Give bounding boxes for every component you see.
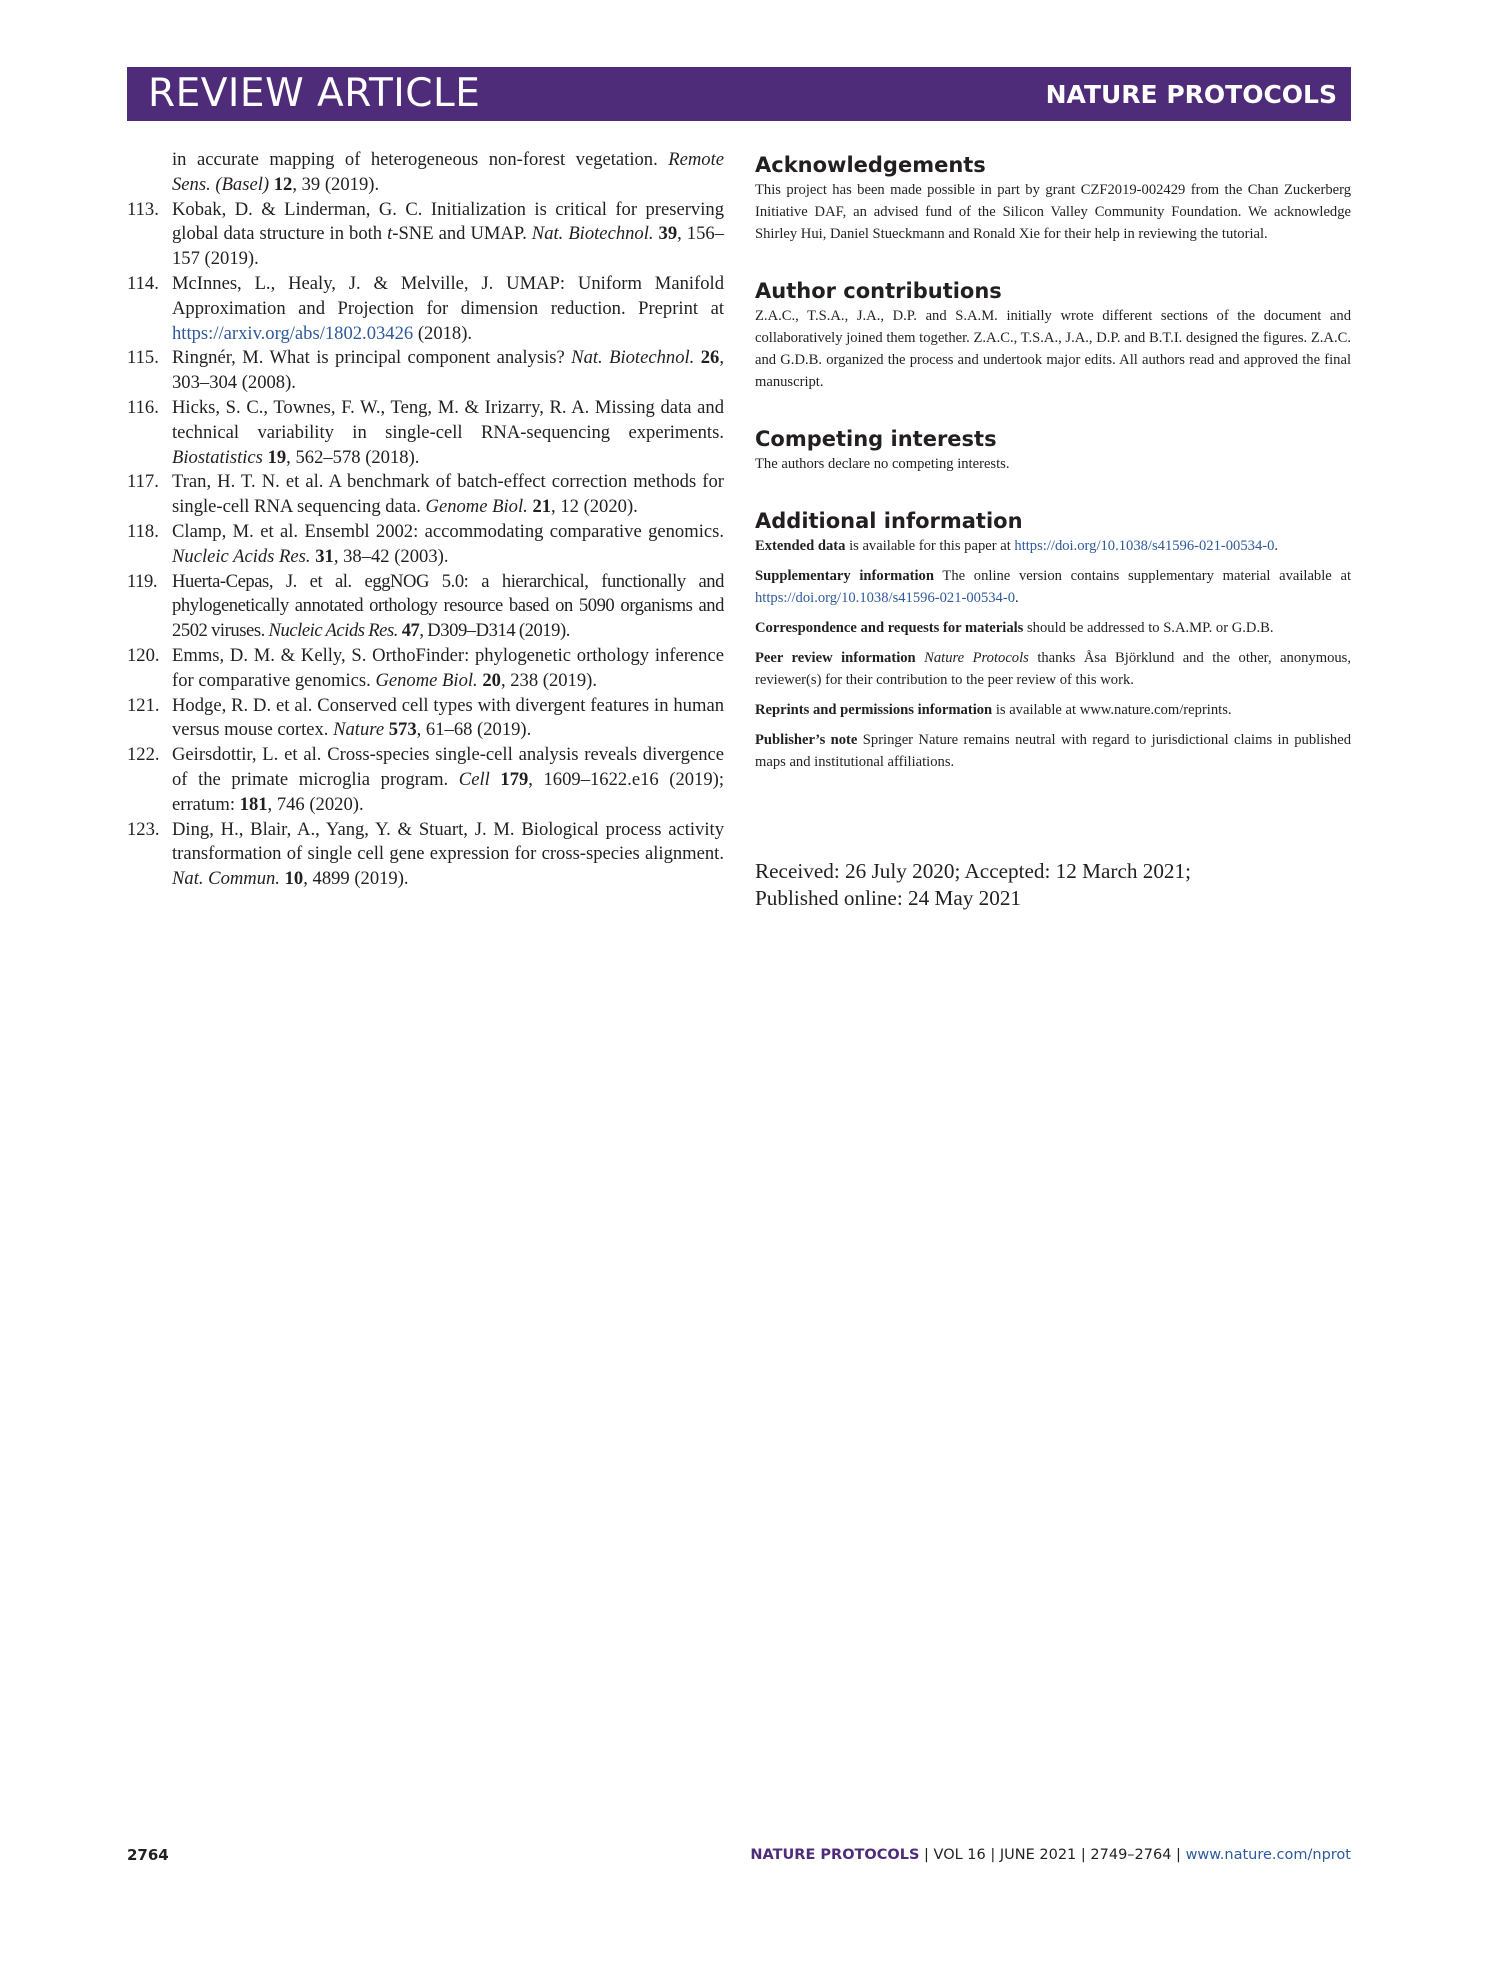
acknowledgements-section [755, 151, 1351, 245]
reference-115: 115. Ringnér, M. What is principal component analysis? Nat. Biotechnol. 26, 303–304 (2008). [127, 347, 724, 394]
additional-information-heading: Additional information [755, 509, 1023, 533]
back-matter [755, 148, 1351, 773]
reference-list [127, 148, 724, 892]
competing-interests-heading: Competing interests [755, 427, 997, 451]
publishers-note: Publisher’s note Springer Nature remains neutral with regard to jurisdictional claims in published maps and institutional affiliations. [755, 732, 1351, 770]
reference-number: 114. [127, 272, 159, 294]
arxiv-link[interactable]: https://arxiv.org/abs/1802.03426 [172, 322, 414, 344]
reference-number: 121. [127, 694, 160, 716]
article-type: REVIEW ARTICLE [148, 71, 481, 116]
page-number: 2764 [127, 1846, 169, 1864]
acknowledgements-text: This project has been made possible in part by grant CZF2019-002429 from the Chan Zuckerberg Initiative DAF, an advised fund of the Silicon Valley Community Foundation. We acknowledge Shirley Hui, Daniel Stueckmann and Ronald Xie for their help in reviewing the tutorial. [755, 182, 1351, 242]
correspondence-note: Correspondence and requests for materials should be addressed to S.A.MP. or G.D.B. [755, 620, 1274, 636]
extended-data-link[interactable]: https://doi.org/10.1038/s41596-021-00534-0 [1014, 538, 1275, 554]
running-header [127, 67, 1351, 121]
footer-volume: VOL 16 [933, 1847, 986, 1863]
footer-page-range: 2749–2764 [1090, 1847, 1172, 1863]
reference-122: 122. Geirsdottir, L. et al. Cross-species single-cell analysis reveals divergence of the primate microglia program. Cell 179, 1609–1622.e16 (2019); erratum: 181, 746 (2020). [127, 744, 724, 815]
reference-number: 122. [127, 744, 160, 766]
author-contributions-text: Z.A.C., T.S.A., J.A., D.P. and S.A.M. initially wrote different sections of the document and collaboratively joined them together. Z.A.C., T.S.A., J.A., D.P. and B.T.I. designed the figures. Z.A.C. and G.D.B. organized the process and undertook major edits. All authors read and approved the final manuscript. [755, 308, 1351, 390]
reference-117: 117. Tran, H. T. N. et al. A benchmark of batch-effect correction methods for single-cell RNA sequencing data. Genome Biol. 21, 12 (2020). [127, 471, 724, 518]
reference-114: 114. McInnes, L., Healy, J. & Melville, J. UMAP: Uniform Manifold Approximation and Projection for dimension reduction. Preprint at https://arxiv.org/abs/1802.03426 (2018). [127, 272, 724, 344]
reprints-note: Reprints and permissions information is available at www.nature.com/reprints. [755, 702, 1232, 718]
additional-information-section [755, 507, 1351, 773]
author-contributions-heading: Author contributions [755, 279, 1002, 303]
reference-number: 120. [127, 644, 160, 666]
reference-number: 119. [127, 570, 158, 592]
reference-116: 116. Hicks, S. C., Townes, F. W., Teng, M. & Irizarry, R. A. Missing data and technical variability in single-cell RNA-sequencing experiments. Biostatistics 19, 562–578 (2018). [127, 396, 724, 468]
reference-number: 116. [127, 396, 159, 418]
reference-number: 115. [127, 347, 159, 369]
published-online-date: Published online: 24 May 2021 [755, 886, 1022, 910]
author-contributions-section [755, 277, 1351, 393]
reference-number: 118. [127, 520, 159, 542]
peer-review-note: Peer review information Nature Protocols thanks Åsa Björklund and the other, anonymous, reviewer(s) for their contribution to the peer review of this work. [755, 650, 1352, 688]
supplementary-information-link[interactable]: https://doi.org/10.1038/s41596-021-00534-0 [755, 590, 1015, 606]
footer-url[interactable]: www.nature.com/nprot [1185, 1847, 1351, 1863]
reference-number: 117. [127, 471, 159, 493]
footer-journal: NATURE PROTOCOLS [750, 1847, 920, 1863]
reference-120: 120. Emms, D. M. & Kelly, S. OrthoFinder: phylogenetic orthology inference for comparative genomics. Genome Biol. 20, 238 (2019). [127, 644, 724, 691]
received-accepted-dates: Received: 26 July 2020; Accepted: 12 March 2021; [755, 859, 1192, 883]
reference-118: 118. Clamp, M. et al. Ensembl 2002: accommodating comparative genomics. Nucleic Acids Res. 31, 38–42 (2003). [127, 520, 724, 567]
competing-interests-section [755, 425, 1351, 475]
reference-123: 123. Ding, H., Blair, A., Yang, Y. & Stuart, J. M. Biological process activity transformation of single cell gene expression for cross-species alignment. Nat. Commun. 10, 4899 (2019). [127, 818, 724, 890]
acknowledgements-heading: Acknowledgements [755, 153, 986, 177]
footer-issue-date: JUNE 2021 [999, 1847, 1077, 1863]
reference-119: 119. Huerta-Cepas, J. et al. eggNOG 5.0: a hierarchical, functionally and phylogenetically annotated orthology resource based on 5090 organisms and 2502 viruses. Nucleic Acids Res. 47, D309–D314 (2019). [127, 570, 724, 642]
publication-dates [755, 858, 1351, 912]
reference-112-continued: in accurate mapping of heterogeneous non-forest vegetation. Remote Sens. (Basel) 12, 39 (2019). [172, 149, 724, 195]
reference-113: 113. Kobak, D. & Linderman, G. C. Initialization is critical for preserving global data structure in both t-SNE and UMAP. Nat. Biotechnol. 39, 156–157 (2019). [127, 198, 724, 270]
reference-number: 113. [127, 198, 159, 220]
supplementary-information-note: Supplementary information The online version contains supplementary material available at https://doi.org/10.1038/s41596-021-00534-0. [755, 568, 1351, 606]
competing-interests-text: The authors declare no competing interests. [755, 456, 1010, 472]
reference-121: 121. Hodge, R. D. et al. Conserved cell types with divergent features in human versus mouse cortex. Nature 573, 61–68 (2019). [127, 694, 724, 741]
extended-data-note: Extended data is available for this paper at https://doi.org/10.1038/s41596-021-00534-0. [755, 538, 1279, 554]
reference-number: 123. [127, 818, 160, 840]
running-footer: NATURE PROTOCOLS | VOL 16 | JUNE 2021 | 2749–2764 | www.nature.com/nprot [750, 1847, 1351, 1863]
journal-name: NATURE PROTOCOLS [1045, 80, 1337, 109]
